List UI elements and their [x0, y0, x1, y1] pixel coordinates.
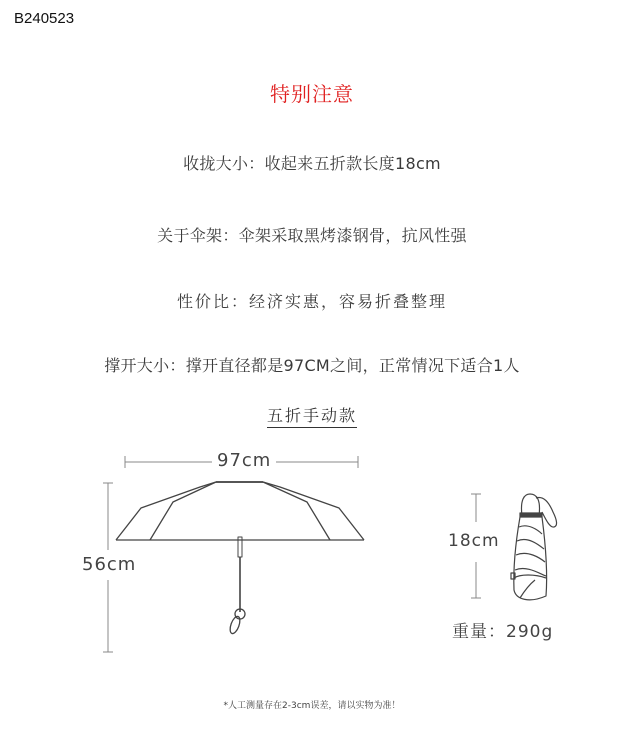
notice-line-value: 性价比：经济实惠，容易折叠整理	[176, 292, 447, 311]
weight-label: 重量：290g	[452, 617, 553, 642]
open-umbrella-icon	[116, 482, 364, 635]
width-label: 97cm	[217, 450, 272, 471]
height-label: 56cm	[82, 554, 137, 575]
notice-title: 特别注意	[270, 82, 354, 106]
notice-line-folded-size: 收拢大小：收起来五折款长度18cm	[183, 154, 441, 173]
folded-umbrella-icon	[511, 494, 557, 600]
notice-line-open-size: 撑开大小：撑开直径都是97CM之间，正常情况下适合1人	[104, 356, 520, 375]
length-label: 18cm	[448, 531, 500, 551]
product-code: B240523	[14, 10, 75, 27]
measurement-note: *人工测量存在2-3cm误差，请以实物为准！	[223, 701, 401, 711]
notice-line-frame: 关于伞架：伞架采取黑烤漆钢骨，抗风性强	[157, 226, 467, 245]
model-label-text: 五折手动款	[267, 406, 357, 428]
